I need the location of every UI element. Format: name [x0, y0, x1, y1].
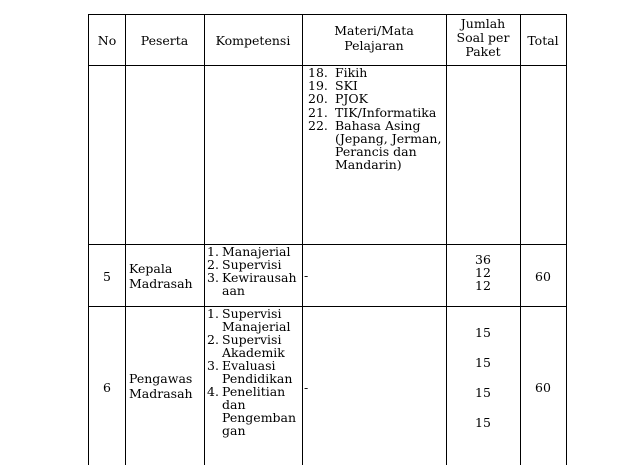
header-peserta: Peserta [140, 33, 189, 48]
row6-no: 6 [103, 380, 111, 395]
list-item: 1. Manajerial [207, 244, 291, 259]
row5-materi: - [304, 268, 309, 283]
competency-table [88, 14, 567, 465]
list-item: 19. SKI [308, 78, 358, 94]
list-item: (Jepang, Jerman, [335, 131, 442, 147]
row6-total: 60 [535, 380, 551, 395]
row5-kompetensi-list [207, 245, 302, 297]
row5-jumlah-value: 12 [475, 278, 491, 293]
row6-materi: - [304, 380, 309, 395]
row-divider [89, 244, 566, 245]
column-divider [520, 15, 521, 465]
materi-list-continued [308, 66, 446, 172]
row5-peserta-line1: Kepala [129, 261, 173, 276]
header-no: No [97, 33, 117, 48]
column-divider [204, 15, 205, 465]
list-item: 1. Supervisi Manajerial [207, 306, 291, 334]
list-item: 18. Fikih [308, 65, 368, 80]
row6-jumlah-value: 15 [475, 325, 491, 340]
header-jumlah-line1: Jumlah [460, 16, 506, 31]
row5-jumlah-value: 36 [475, 252, 491, 267]
row6-peserta [129, 371, 204, 401]
list-item: 20. PJOK [308, 91, 369, 107]
row-divider [89, 306, 566, 307]
row6-kompetensi-list [207, 307, 302, 437]
list-item: 21. TIK/Informatika [308, 104, 437, 120]
header-jumlah-line3: Paket [465, 44, 501, 59]
row6-jumlah-value: 15 [475, 385, 491, 400]
header-materi [302, 23, 446, 53]
header-kompetensi: Kompetensi [215, 33, 291, 48]
header-total: Total [527, 33, 559, 48]
row6-jumlah-value: 15 [475, 355, 491, 370]
header-materi-line1: Materi/Mata [334, 23, 414, 38]
list-item: 2. Supervisi [207, 257, 282, 272]
row6-peserta-line2: Madrasah [129, 386, 193, 401]
row5-peserta [129, 261, 204, 291]
row5-peserta-line2: Madrasah [129, 276, 193, 291]
list-item: 3. Kewirausah aan [207, 270, 297, 298]
row6-jumlah-value: 15 [475, 415, 491, 430]
list-item: 3. Evaluasi Pendidikan [207, 358, 293, 386]
list-item: 2. Supervisi Akademik [207, 332, 285, 360]
header-materi-line2: Pelajaran [344, 38, 404, 53]
row5-total: 60 [535, 269, 551, 284]
row5-jumlah-value: 12 [475, 265, 491, 280]
row6-peserta-line1: Pengawas [129, 371, 193, 386]
list-item: Perancis dan [335, 144, 417, 160]
row5-jumlah [446, 253, 520, 292]
column-divider [125, 15, 126, 465]
header-jumlah-line2: Soal per [456, 30, 510, 45]
header-jumlah [446, 17, 520, 59]
list-item: 4. Penelitian dan Pengemban gan [207, 384, 297, 438]
column-divider [302, 15, 303, 465]
list-item: 22. Bahasa Asing [308, 117, 421, 133]
row5-no: 5 [103, 269, 111, 284]
list-item: Mandarin) [335, 157, 402, 173]
